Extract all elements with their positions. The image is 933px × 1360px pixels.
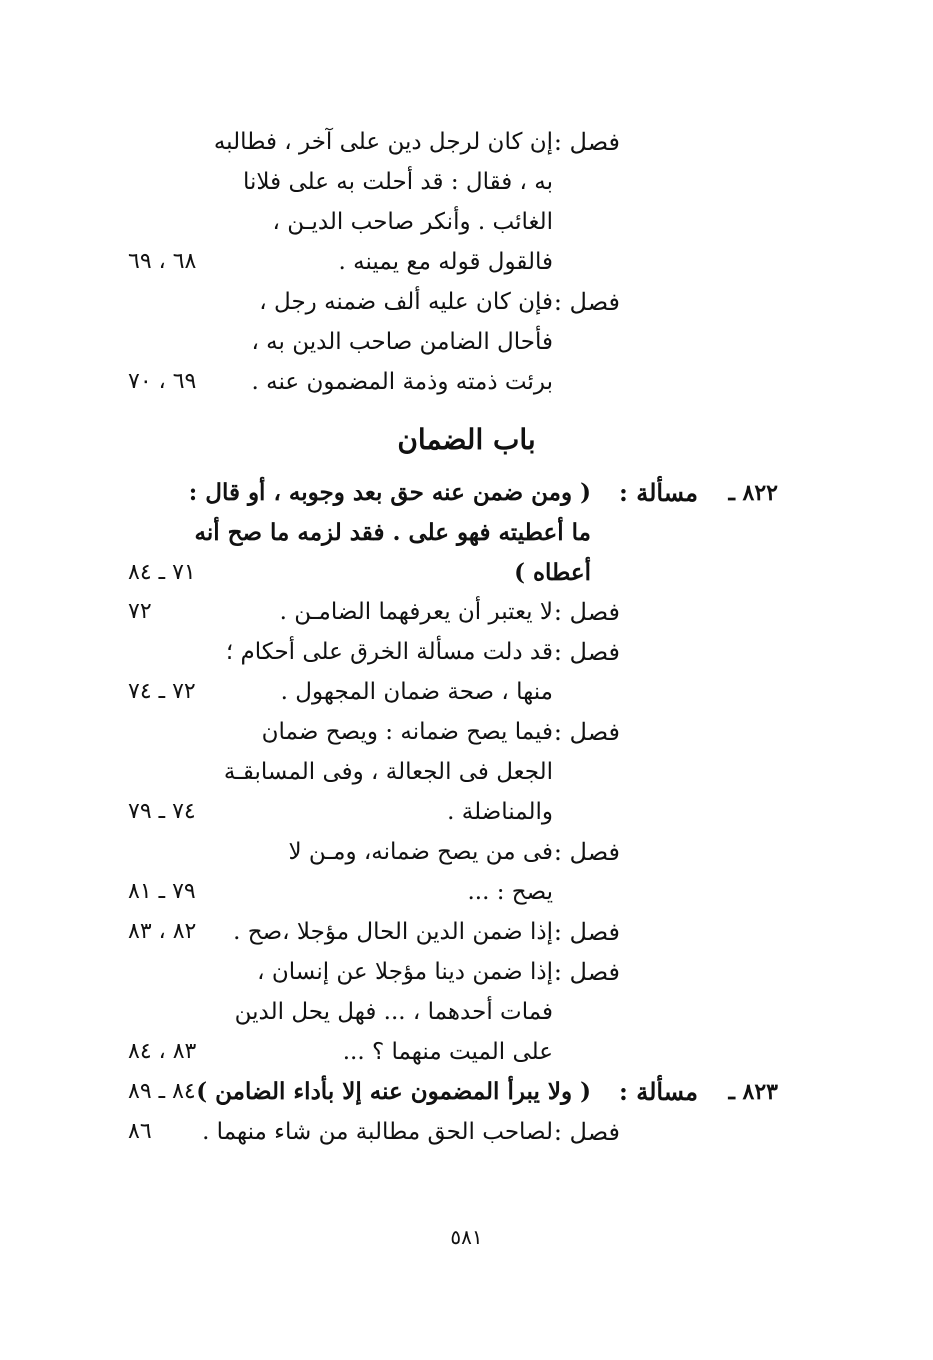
entry-text-line: الغائب . وأنكر صاحب الديـن ، — [272, 209, 553, 235]
entry-label: فصل : — [553, 718, 620, 746]
page-range: ٨٢ ، ٨٣ — [128, 919, 197, 944]
page-number: ٥٨١ — [450, 1225, 483, 1249]
entry-text-line: ( ومن ضمن عنه حق بعد وجوبه ، أو قال : — [188, 479, 591, 506]
entry-label: فصل : — [553, 958, 620, 986]
page-range: ٧٩ ـ ٨١ — [128, 879, 196, 904]
entry-text-line: أعطاه ) — [514, 559, 591, 586]
entry-text-line: لا يعتبر أن يعرفهما الضامـن . — [279, 599, 553, 625]
entry-label: مسألة : — [619, 478, 698, 507]
entry-text-line: قد دلت مسألة الخرق على أحكام ؛ — [225, 639, 553, 665]
entry-text-line: إن كان لرجل دين على آخر ، فطالبه — [213, 129, 553, 155]
page-range: ٦٨ ، ٦٩ — [128, 249, 197, 274]
entry-label: مسألة : — [619, 1077, 698, 1106]
entry-text-line: على الميت منهما ؟ ... — [342, 1039, 553, 1065]
entry-text-line: فى من يصح ضمانه، ومـن لا — [288, 839, 553, 865]
entry-text-line: برئت ذمته وذمة المضمون عنه . — [251, 369, 553, 395]
entry-label: فصل : — [553, 598, 620, 626]
page-range: ٦٩ ، ٧٠ — [128, 369, 197, 394]
entry-label: فصل : — [553, 918, 620, 946]
entry-label: فصل : — [553, 128, 620, 156]
entry-label: فصل : — [553, 838, 620, 866]
entry-label: فصل : — [553, 1118, 620, 1146]
entry-text-line: إذا ضمن الدين الحال مؤجلا ،صح . — [233, 919, 553, 945]
entry-text-line: والمناضلة . — [447, 799, 553, 825]
entry-text-line: منها ، صحة ضمان المجهول . — [280, 679, 553, 705]
entry-label: فصل : — [553, 638, 620, 666]
entry-number: ٨٢٢ ـ — [728, 480, 778, 506]
page-range: ٧٢ — [128, 599, 152, 624]
entry-text-line: فأحال الضامن صاحب الدين به ، — [251, 329, 553, 355]
entry-text-line: فيما يصح ضمانه : ويصح ضمان — [261, 719, 553, 745]
entry-text-line: ( ولا يبرأ المضمون عنه إلا بأداء الضامن ) — [196, 1078, 591, 1105]
page-range: ٨٤ ـ ٨٩ — [128, 1079, 196, 1104]
page-range: ٧١ ـ ٨٤ — [128, 560, 196, 585]
entry-text-line: إذا ضمن دينا مؤجلا عن إنسان ، — [257, 959, 553, 985]
entry-number: ٨٢٣ ـ — [728, 1079, 778, 1105]
entry-text-line: فمات أحدهما ، ... فهل يحل الدين — [234, 999, 553, 1025]
page-range: ٨٣ ، ٨٤ — [128, 1039, 197, 1064]
entry-text-line: لصاحب الحق مطالبة من شاء منهما . — [202, 1119, 553, 1145]
entry-text-line: الجعل فى الجعالة ، وفى المسابقـة — [223, 759, 553, 785]
entry-text-line: فالقول قوله مع يمينه . — [338, 249, 553, 275]
entry-text-line: ما أعطيته فهو على . فقد لزمه ما صح أنه — [194, 519, 591, 546]
section-heading: باب الضمان — [397, 423, 536, 456]
entry-text-line: به ، فقال : قد أحلت به على فلانا — [243, 169, 553, 195]
page-range: ٨٦ — [128, 1119, 152, 1144]
entry-text-line: فإن كان عليه ألف ضمنه رجل ، — [259, 289, 553, 315]
page-range: ٧٢ ـ ٧٤ — [128, 679, 196, 704]
entry-label: فصل : — [553, 288, 620, 316]
entry-text-line: يصح : ... — [467, 879, 553, 905]
page-range: ٧٤ ـ ٧٩ — [128, 799, 196, 824]
